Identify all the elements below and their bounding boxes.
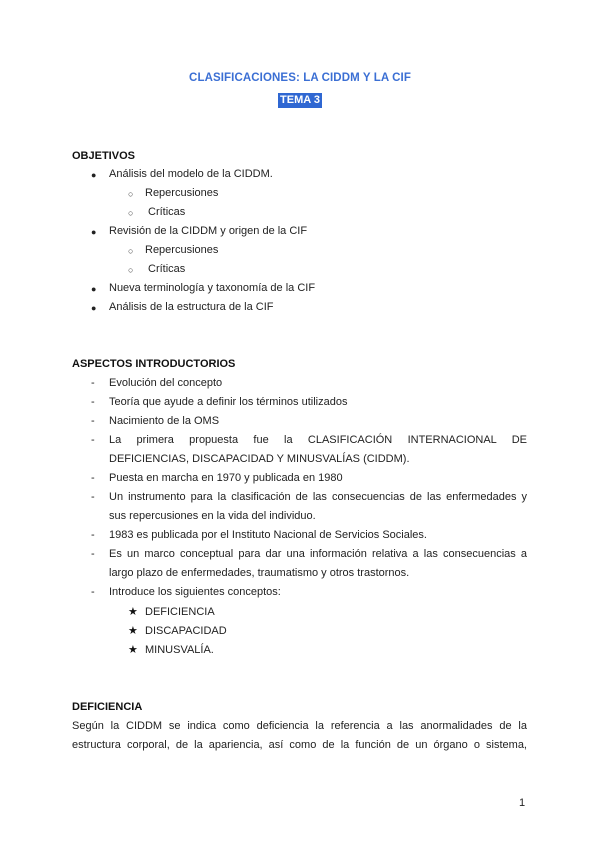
objetivo-item: Nueva terminología y taxonomía de la CIF xyxy=(109,282,316,294)
objetivo-subitem: Críticas xyxy=(148,206,186,218)
deficiencia-paragraph-line: Según la CIDDM se indica como deficiencia la referencia a las anormalidades de la xyxy=(72,720,527,732)
objetivo-subitem: Repercusiones xyxy=(145,244,219,256)
document-subtitle: TEMA 3 xyxy=(280,94,320,106)
objetivos-heading: OBJETIVOS xyxy=(72,150,135,162)
dash-icon: - xyxy=(91,472,95,484)
aspectos-heading: ASPECTOS INTRODUCTORIOS xyxy=(72,358,236,370)
aspecto-item: Evolución del concepto xyxy=(109,377,223,389)
dash-icon: - xyxy=(91,548,95,560)
star-icon: ★ xyxy=(128,644,138,656)
circle-bullet-icon: ○ xyxy=(128,208,134,218)
aspecto-item: Es un marco conceptual para dar una información relativa a las consecuencias a xyxy=(109,548,527,560)
bullet-icon: ● xyxy=(91,303,97,313)
concepto-item: DEFICIENCIA xyxy=(145,606,215,618)
star-icon: ★ xyxy=(128,606,138,618)
aspecto-item-continuation: sus repercusiones en la vida del individuo. xyxy=(109,510,316,522)
aspecto-item: 1983 es publicada por el Instituto Nacional de Servicios Sociales. xyxy=(109,529,427,541)
aspecto-item: Puesta en marcha en 1970 y publicada en 1980 xyxy=(109,472,343,484)
subtitle-wrapper xyxy=(0,90,600,108)
aspecto-item-continuation: DEFICIENCIAS, DISCAPACIDAD Y MINUSVALÍAS (CIDDM). xyxy=(109,453,410,465)
dash-icon: - xyxy=(91,529,95,541)
aspecto-item: Teoría que ayude a definir los términos utilizados xyxy=(109,396,348,408)
circle-bullet-icon: ○ xyxy=(128,246,134,256)
objetivo-item: Análisis de la estructura de la CIF xyxy=(109,301,274,313)
aspecto-item-continuation: largo plazo de enfermedades, traumatismo y otros trastornos. xyxy=(109,567,410,579)
bullet-icon: ● xyxy=(91,227,97,237)
concepto-item: MINUSVALÍA. xyxy=(145,644,214,656)
bullet-icon: ● xyxy=(91,284,97,294)
circle-bullet-icon: ○ xyxy=(128,265,134,275)
dash-icon: - xyxy=(91,415,95,427)
circle-bullet-icon: ○ xyxy=(128,189,134,199)
objetivo-item: Revisión de la CIDDM y origen de la CIF xyxy=(109,225,308,237)
deficiencia-heading: DEFICIENCIA xyxy=(72,701,143,713)
dash-icon: - xyxy=(91,377,95,389)
document-title: CLASIFICACIONES: LA CIDDM Y LA CIF xyxy=(189,72,411,84)
objetivo-item: Análisis del modelo de la CIDDM. xyxy=(109,168,273,180)
concepto-item: DISCAPACIDAD xyxy=(145,625,227,637)
dash-icon: - xyxy=(91,491,95,503)
dash-icon: - xyxy=(91,586,95,598)
dash-icon: - xyxy=(91,396,95,408)
aspecto-item: Introduce los siguientes conceptos: xyxy=(109,586,281,598)
objetivo-subitem: Críticas xyxy=(148,263,186,275)
aspecto-item: Un instrumento para la clasificación de las consecuencias de las enfermedades y xyxy=(109,491,527,503)
aspecto-item: La primera propuesta fue la CLASIFICACIÓN INTERNACIONAL DE xyxy=(109,434,527,446)
star-icon: ★ xyxy=(128,625,138,637)
objetivo-subitem: Repercusiones xyxy=(145,187,219,199)
deficiencia-paragraph-line: estructura corporal, de la apariencia, así como de la función de un órgano o sistema, xyxy=(72,739,527,751)
dash-icon: - xyxy=(91,434,95,446)
bullet-icon: ● xyxy=(91,170,97,180)
aspecto-item: Nacimiento de la OMS xyxy=(109,415,220,427)
page-number: 1 xyxy=(519,797,526,809)
